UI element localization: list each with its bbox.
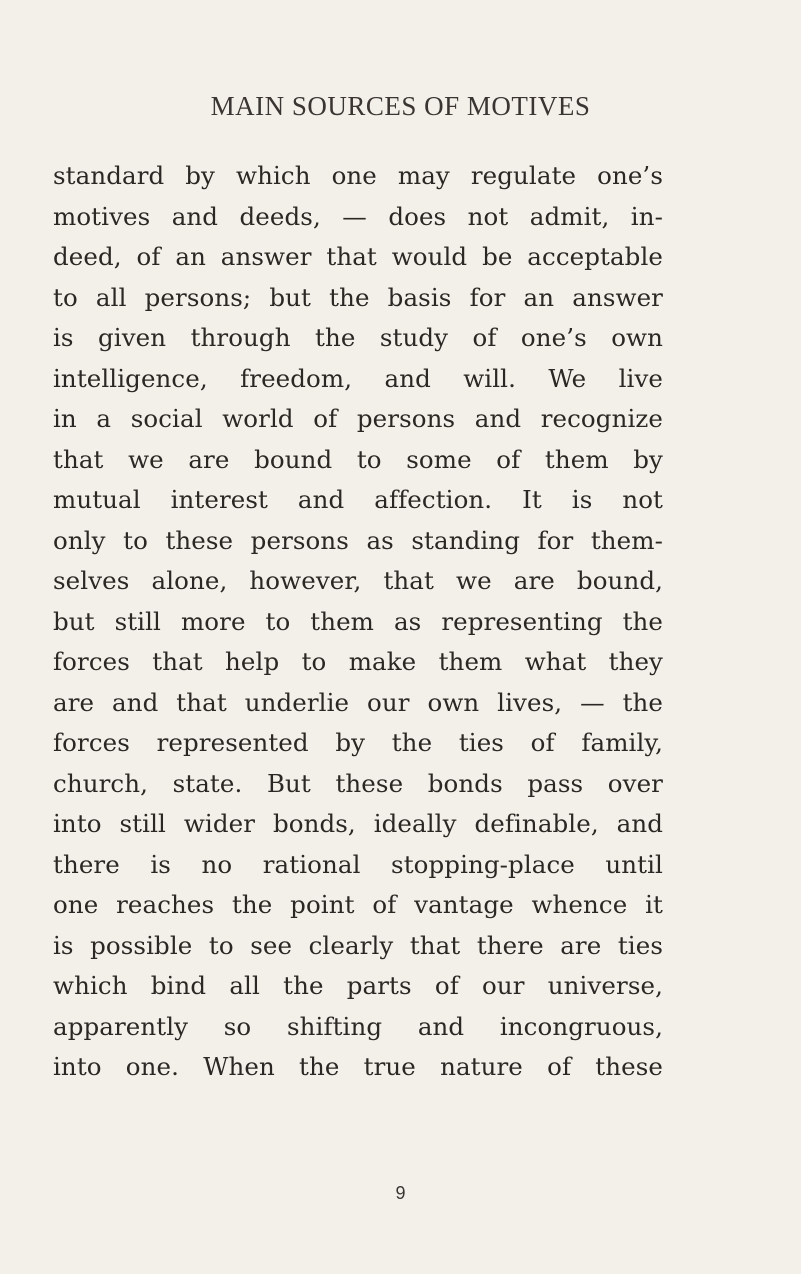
text-line: in a social world of persons and recognize — [53, 404, 663, 433]
text-line: are and that underlie our own lives, — the — [53, 687, 663, 717]
text-line: apparently so shifting and incongruous, — [53, 1011, 663, 1041]
running-head: MAIN SOURCES OF MOTIVES — [210, 91, 591, 121]
text-line: intelligence, freedom, and will. We live — [53, 363, 663, 393]
text-line: only to these persons as standing for them- — [53, 525, 663, 555]
text-line: which bind all the parts of our universe, — [53, 971, 663, 1000]
text-line: into still wider bonds, ideally definable, and — [53, 809, 663, 838]
text-line: that we are bound to some of them by — [53, 444, 663, 474]
text-line: but still more to them as representing the — [53, 606, 663, 636]
body-text — [53, 156, 663, 1088]
text-line: motives and deeds, — does not admit, in- — [53, 201, 663, 231]
text-line: into one. When the true nature of these — [53, 1052, 663, 1081]
text-line: mutual interest and affection. It is not — [53, 485, 663, 514]
text-line: one reaches the point of vantage whence it — [53, 890, 663, 919]
text-line: is given through the study of one’s own — [53, 323, 663, 352]
text-line: selves alone, however, that we are bound, — [53, 566, 663, 595]
text-line: deed, of an answer that would be acceptable — [53, 242, 663, 271]
text-line: forces represented by the ties of family, — [53, 728, 663, 757]
text-line: standard by which one may regulate one’s — [53, 161, 663, 190]
text-line: is possible to see clearly that there are ties — [53, 930, 663, 960]
text-line: to all persons; but the basis for an answer — [53, 282, 663, 312]
text-line: there is no rational stopping-place until — [53, 849, 663, 879]
text-line: church, state. But these bonds pass over — [53, 768, 663, 798]
text-line: forces that help to make them what they — [53, 647, 663, 676]
page-number: 9 — [395, 1183, 406, 1203]
